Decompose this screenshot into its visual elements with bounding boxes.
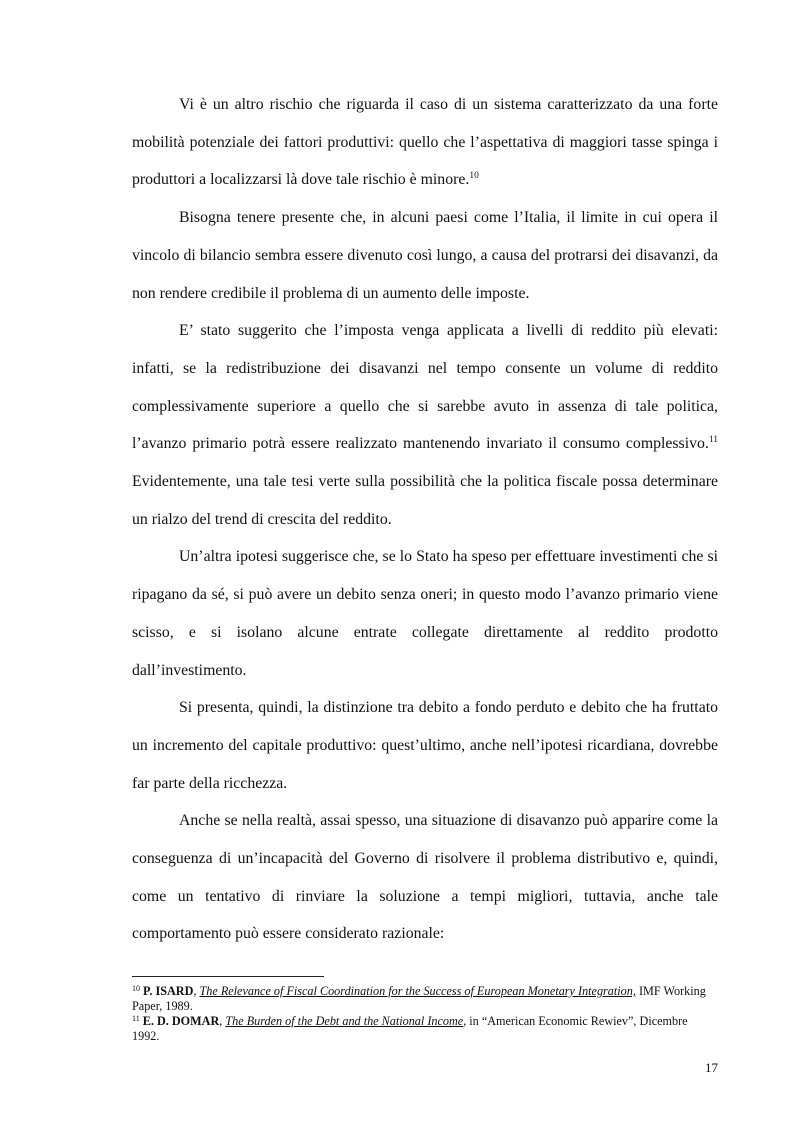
paragraph: Un’altra ipotesi suggerisce che, se lo Stato ha speso per effettuare investimenti che si ripagano da sé, si può avere un debito senza oneri; in questo modo l’avanzo primario viene scisso, e si isolano alcune entrate collegate direttamente al reddito prodotto dall’investimento.: [132, 548, 718, 679]
paragraph: Anche se nella realtà, assai spesso, una situazione di disavanzo può apparire come la conseguenza di un’incapacità del Governo di risolvere il problema distributivo e, quindi, come un tentativo di rinviare la soluzione a tempi migliori, tuttavia, anche tale comportamento può essere considerato razionale:: [132, 812, 718, 943]
footnote-ref: 11: [708, 435, 718, 446]
paragraph: Vi è un altro rischio che riguarda il caso di un sistema caratterizzato da una forte mobilità potenziale dei fattori produttivi: quello che l’aspettativa di maggiori tasse spinga i produttori a localizzarsi là dove tale rischio è minore.$^{10}$: [132, 96, 718, 189]
footnote-title: The Relevance of Fiscal Coordination for the Success of European Monetary Integration,: [199, 984, 636, 998]
footnote-author: E. D. DOMAR: [142, 1014, 220, 1028]
paragraph: Si presenta, quindi, la distinzione tra debito a fondo perduto e debito che ha fruttato un incremento del capitale produttivo: quest’ultimo, anche nell’ipotesi ricardiana, dovrebbe far parte della ricchezza.: [132, 699, 718, 792]
footnote: $^{10}$ P. ISARD, The Relevance of Fiscal Coordination for the Success of European Monetary Integration, IMF Working Paper, 1989.: [132, 984, 706, 1013]
footnote-separator: [132, 976, 324, 977]
footnote-author: P. ISARD: [143, 984, 194, 998]
paragraph: Bisogna tenere presente che, in alcuni paesi come l’Italia, il limite in cui opera il vincolo di bilancio sembra essere divenuto così lungo, a causa del protrarsi dei disavanzi, da non rendere credibile il problema di un aumento delle imposte.: [132, 209, 718, 302]
footnotes: [132, 984, 718, 1044]
footnote: $^{11}$ E. D. DOMAR, The Burden of the Debt and the National Income, in “American Economic Rewiev”, Dicembre 1992.: [132, 1014, 688, 1043]
footnote-number: 11: [132, 1014, 140, 1023]
body-text: [132, 86, 718, 953]
page-number: 17: [705, 1060, 718, 1075]
paragraph: E’ stato suggerito che l’imposta venga applicata a livelli di reddito più elevati: infatti, se la redistribuzione dei disavanzi nel tempo consente un volume di reddito complessivamente superiore a quello che si sarebbe avuto in assenza di tale politica, l’avanzo primario potrà essere realizzato mantenendo invariato il consumo complessivo.$^{11}$ Evidentemente, una tale tesi verte sulla possibilità che la politica fiscale possa determinare un rialzo del trend di crescita del reddito.: [132, 322, 718, 528]
footnote-title: The Burden of the Debt and the National Income: [225, 1014, 464, 1028]
footnote-ref: 10: [469, 171, 479, 182]
footnote-number: 10: [132, 984, 140, 993]
